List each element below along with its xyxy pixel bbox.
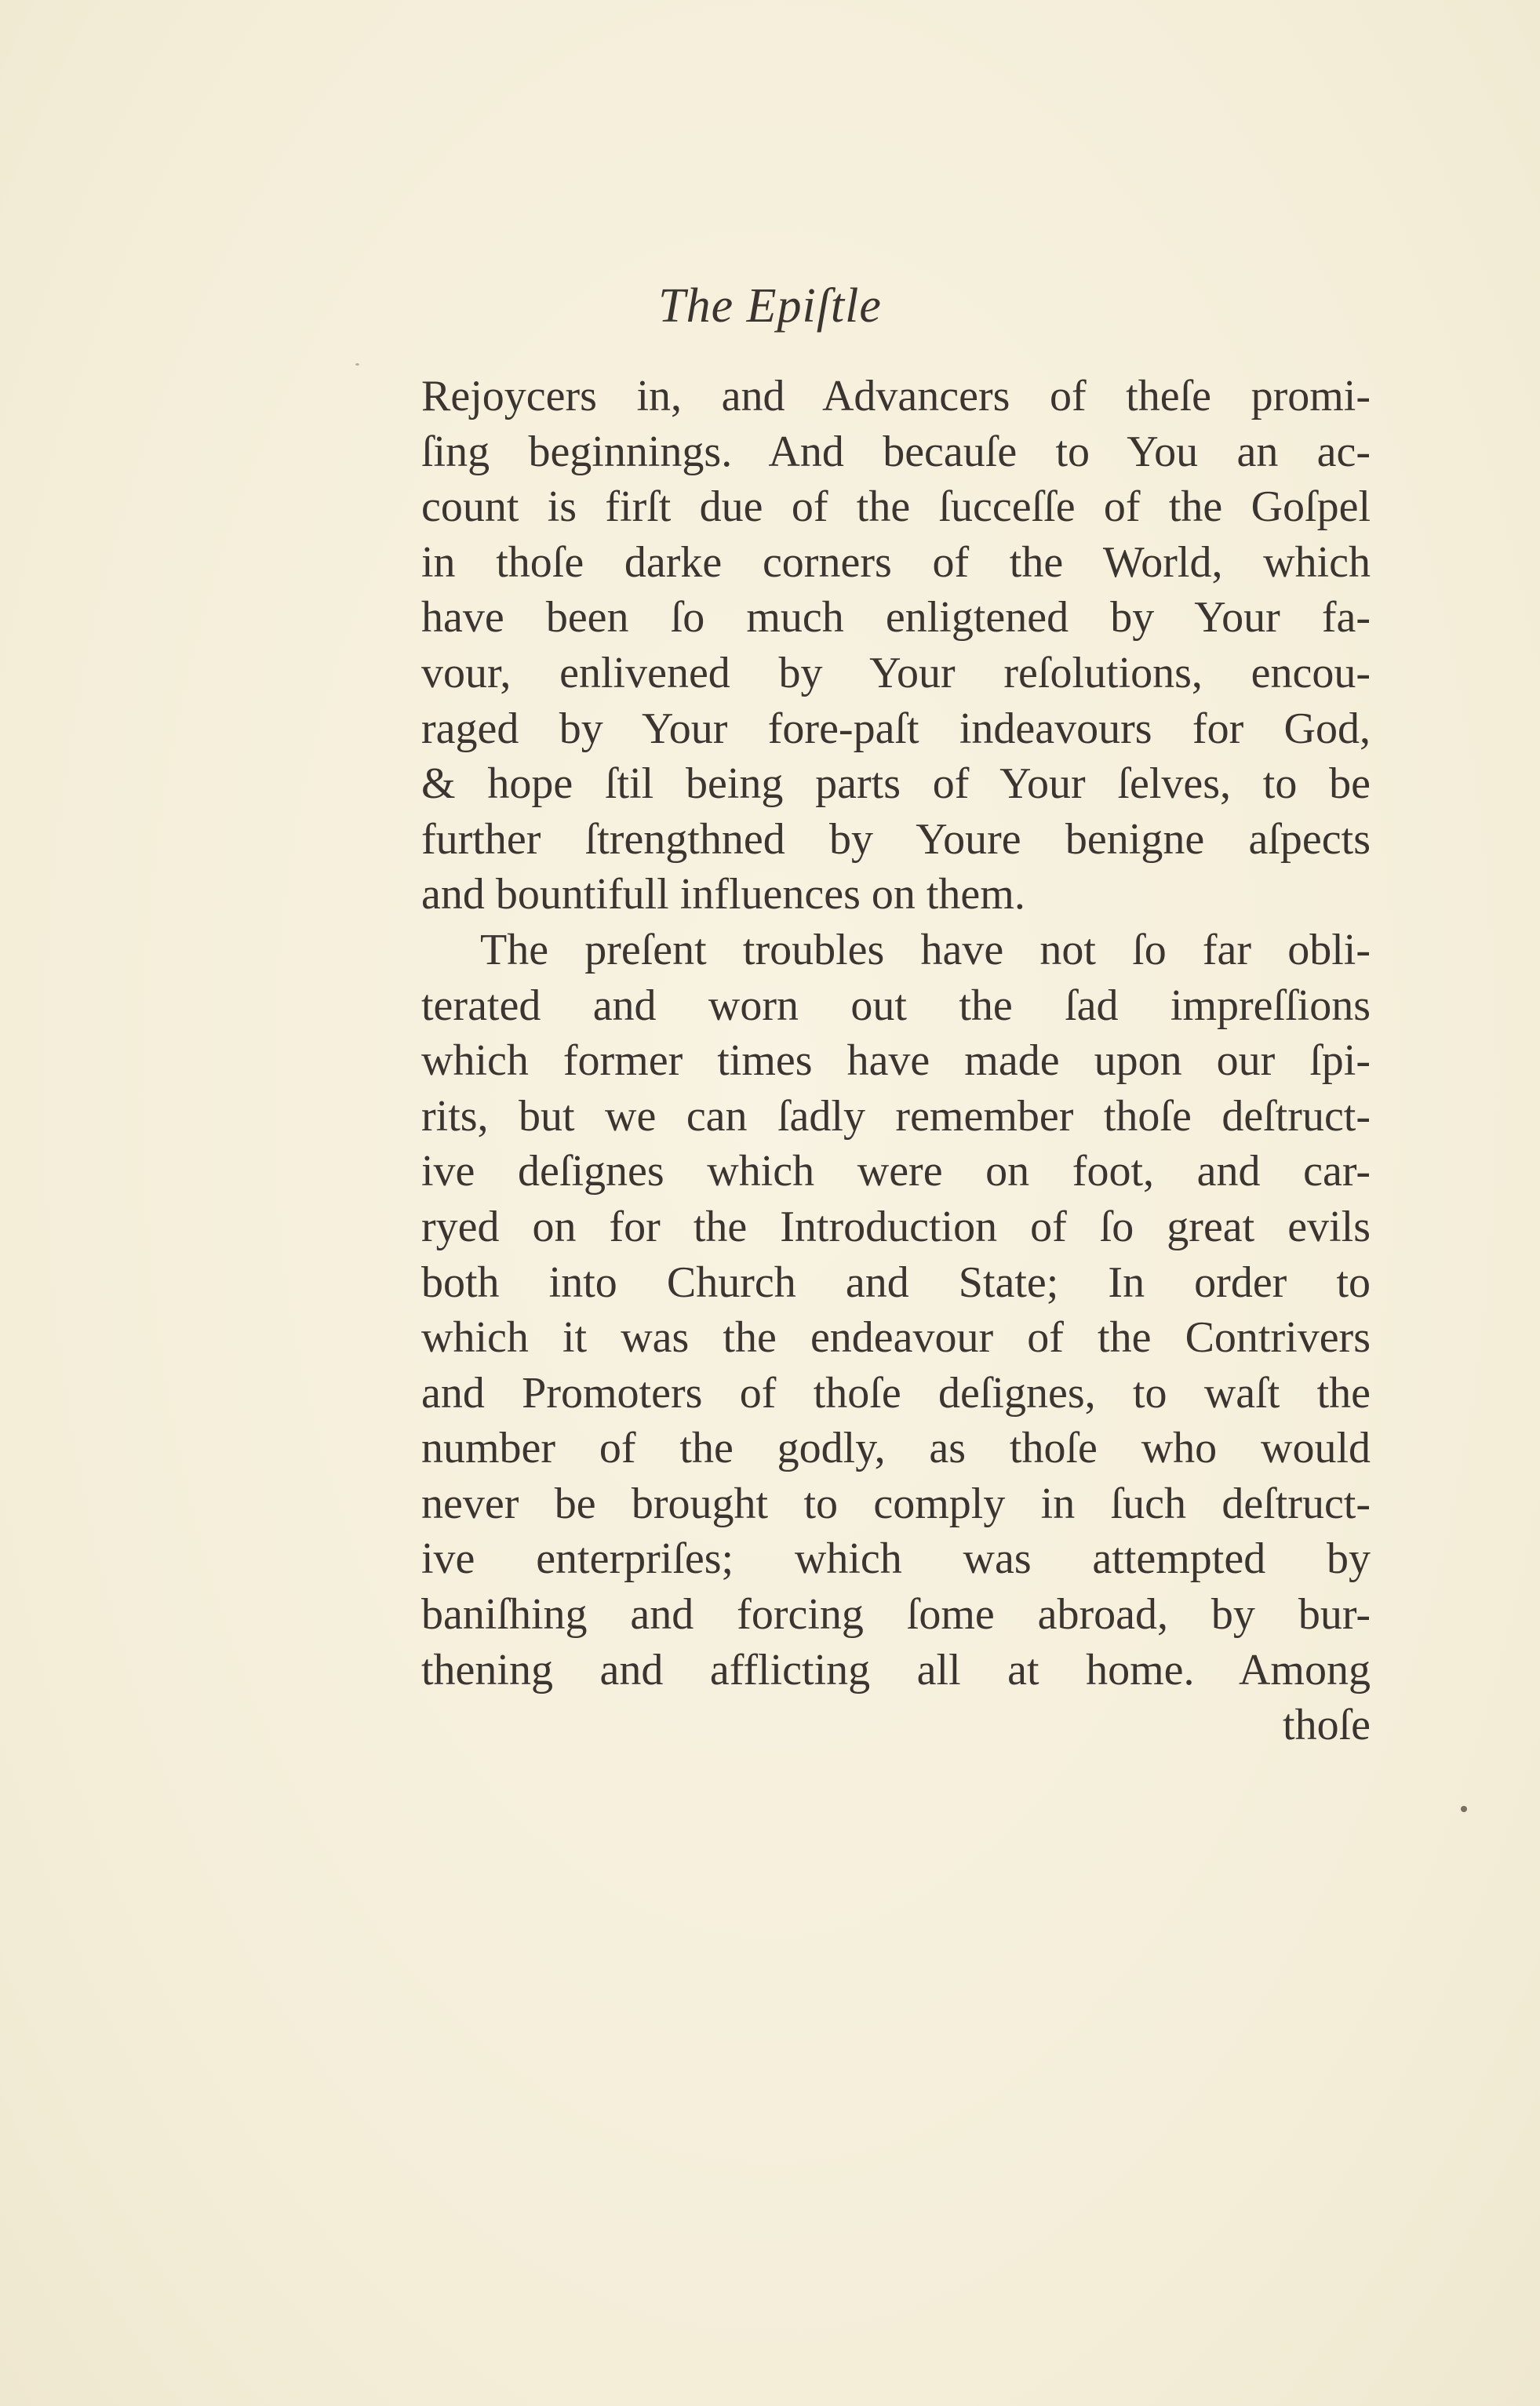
text-line: both into Church and State; In order to bbox=[421, 1258, 1371, 1307]
text-line: thening and afflicting all at home. Among bbox=[421, 1645, 1371, 1694]
text-line: number of the godly, as thoſe who would bbox=[421, 1424, 1371, 1473]
text-line: and Promoters of thoſe deſignes, to waſt the bbox=[421, 1368, 1371, 1418]
body-text bbox=[421, 369, 1371, 1753]
text-line: in thoſe darke corners of the World, which bbox=[421, 537, 1371, 587]
text-line: which it was the endeavour of the Contrivers bbox=[421, 1313, 1371, 1363]
text-line: have been ſo much enligtened by Your fa- bbox=[421, 593, 1371, 642]
paper-speck bbox=[1461, 1806, 1467, 1812]
catchword: thoſe bbox=[1283, 1701, 1371, 1750]
text-line: ſing beginnings. And becauſe to You an ac- bbox=[421, 427, 1371, 476]
text-line: Rejoycers in, and Advancers of theſe promi- bbox=[421, 372, 1371, 420]
text-line: count is firſt due of the ſucceſſe of the Goſpel bbox=[421, 482, 1371, 532]
text-line: ryed on for the Introduction of ſo great evils bbox=[421, 1202, 1371, 1251]
text-line: raged by Your fore-paſt indeavours for God, bbox=[421, 704, 1371, 753]
text-line: rits, but we can ſadly remember thoſe deſtruct- bbox=[421, 1091, 1371, 1141]
text-line: baniſhing and forcing ſome abroad, by bur- bbox=[421, 1590, 1371, 1640]
text-line: further ſtrengthned by Youre benigne aſpects bbox=[421, 814, 1371, 864]
text-line: & hope ſtil being parts of Your ſelves, to be bbox=[421, 759, 1371, 809]
paper-speck bbox=[355, 363, 359, 366]
text-line: ive deſignes which were on foot, and car- bbox=[421, 1147, 1371, 1196]
text-line: The preſent troubles have not ſo far obli- bbox=[480, 925, 1371, 974]
running-header: The Epiſtle bbox=[658, 279, 882, 333]
text-line: terated and worn out the ſad impreſſions bbox=[421, 981, 1371, 1030]
text-line: which former times have made upon our ſpi- bbox=[421, 1036, 1371, 1086]
text-line: ive enterpriſes; which was attempted by bbox=[421, 1534, 1371, 1584]
text-line: vour, enlivened by Your reſolutions, encou- bbox=[421, 648, 1371, 697]
text-line: never be brought to comply in ſuch deſtruct- bbox=[421, 1479, 1371, 1528]
text-line: and bountifull influences on them. bbox=[421, 870, 1025, 919]
